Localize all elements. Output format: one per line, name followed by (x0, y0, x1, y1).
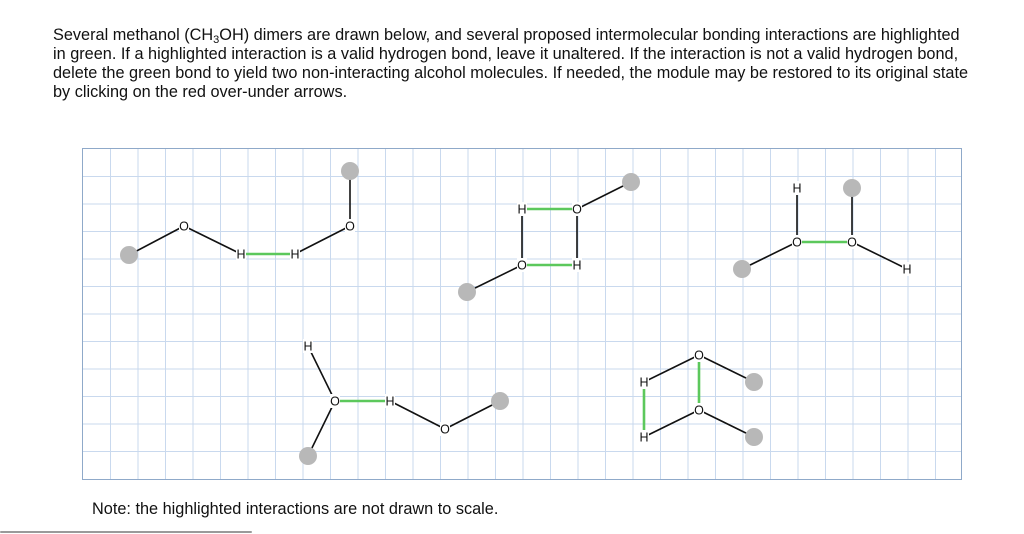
covalent-bond (390, 401, 445, 429)
scrollbar-strip[interactable] (0, 531, 252, 533)
atom-label: H (290, 247, 300, 262)
molecule-canvas[interactable] (82, 148, 962, 480)
covalent-bond (129, 226, 184, 255)
grid-lines (83, 149, 961, 479)
atom-label: O (572, 202, 582, 217)
methyl-group[interactable] (299, 447, 317, 465)
instructions-subscript: 3 (213, 34, 220, 46)
methyl-group[interactable] (843, 179, 861, 197)
covalent-bond (445, 401, 500, 429)
atom-label: O (847, 235, 857, 250)
hydrogen-atom[interactable] (303, 339, 313, 354)
instructions-part1: Several methanol (CH (53, 26, 214, 44)
hydrogen-atom[interactable] (572, 258, 582, 273)
atom-label: O (345, 219, 355, 234)
methyl-group[interactable] (120, 246, 138, 264)
hydrogen-atom[interactable] (792, 181, 802, 196)
oxygen-atom[interactable] (330, 394, 340, 409)
methyl-group[interactable] (491, 392, 509, 410)
atom-label: O (517, 258, 527, 273)
methyl-group[interactable] (745, 373, 763, 391)
atom-label: O (694, 403, 704, 418)
hydrogen-atom[interactable] (236, 247, 246, 262)
methyl-group[interactable] (622, 173, 640, 191)
instructions-part2: OH) dimers are drawn below, and several proposed intermolecular bonding interactions are highlighted in green. If a highlighted interaction is a valid hydrogen bond, leave it unaltered. If the interaction is not a valid hydrogen bond, delete the green bond to yield two non-interacting alcohol molecules. If needed, the module may be restored to its original state by clicking on the red over-under arrows. (53, 26, 969, 101)
atom-label: H (902, 262, 912, 277)
oxygen-atom[interactable] (847, 235, 857, 250)
atom-label: H (792, 181, 802, 196)
atom-label: H (639, 375, 649, 390)
oxygen-atom[interactable] (792, 235, 802, 250)
hydrogen-atom[interactable] (290, 247, 300, 262)
dimer-1[interactable] (120, 162, 359, 264)
covalent-bond (852, 242, 907, 269)
atom-label: H (385, 394, 395, 409)
oxygen-atom[interactable] (440, 422, 450, 437)
hydrogen-atom[interactable] (517, 202, 527, 217)
dimer-2[interactable] (458, 173, 640, 301)
methyl-group[interactable] (733, 260, 751, 278)
oxygen-atom[interactable] (694, 403, 704, 418)
covalent-bond (742, 242, 797, 269)
hydrogen-atom[interactable] (902, 262, 912, 277)
dimer-3[interactable] (733, 179, 912, 278)
covalent-bond (577, 182, 631, 209)
oxygen-atom[interactable] (179, 219, 189, 234)
atom-label: H (572, 258, 582, 273)
note-text: Note: the highlighted interactions are not drawn to scale. (92, 500, 499, 518)
atom-label: O (440, 422, 450, 437)
atom-label: O (694, 348, 704, 363)
oxygen-atom[interactable] (572, 202, 582, 217)
instructions-text (53, 26, 973, 102)
hydrogen-atom[interactable] (385, 394, 395, 409)
covalent-bond (467, 265, 522, 292)
atom-label: H (639, 430, 649, 445)
oxygen-atom[interactable] (694, 348, 704, 363)
oxygen-atom[interactable] (345, 219, 355, 234)
molecule-drawing[interactable] (83, 149, 961, 479)
atom-label: O (792, 235, 802, 250)
methyl-group[interactable] (341, 162, 359, 180)
atom-label: O (330, 394, 340, 409)
methyl-group[interactable] (745, 428, 763, 446)
methyl-group[interactable] (458, 283, 476, 301)
atom-label: H (303, 339, 313, 354)
hydrogen-atom[interactable] (639, 430, 649, 445)
hydrogen-atom[interactable] (639, 375, 649, 390)
atom-label: H (236, 247, 246, 262)
atom-label: O (179, 219, 189, 234)
oxygen-atom[interactable] (517, 258, 527, 273)
atom-label: H (517, 202, 527, 217)
